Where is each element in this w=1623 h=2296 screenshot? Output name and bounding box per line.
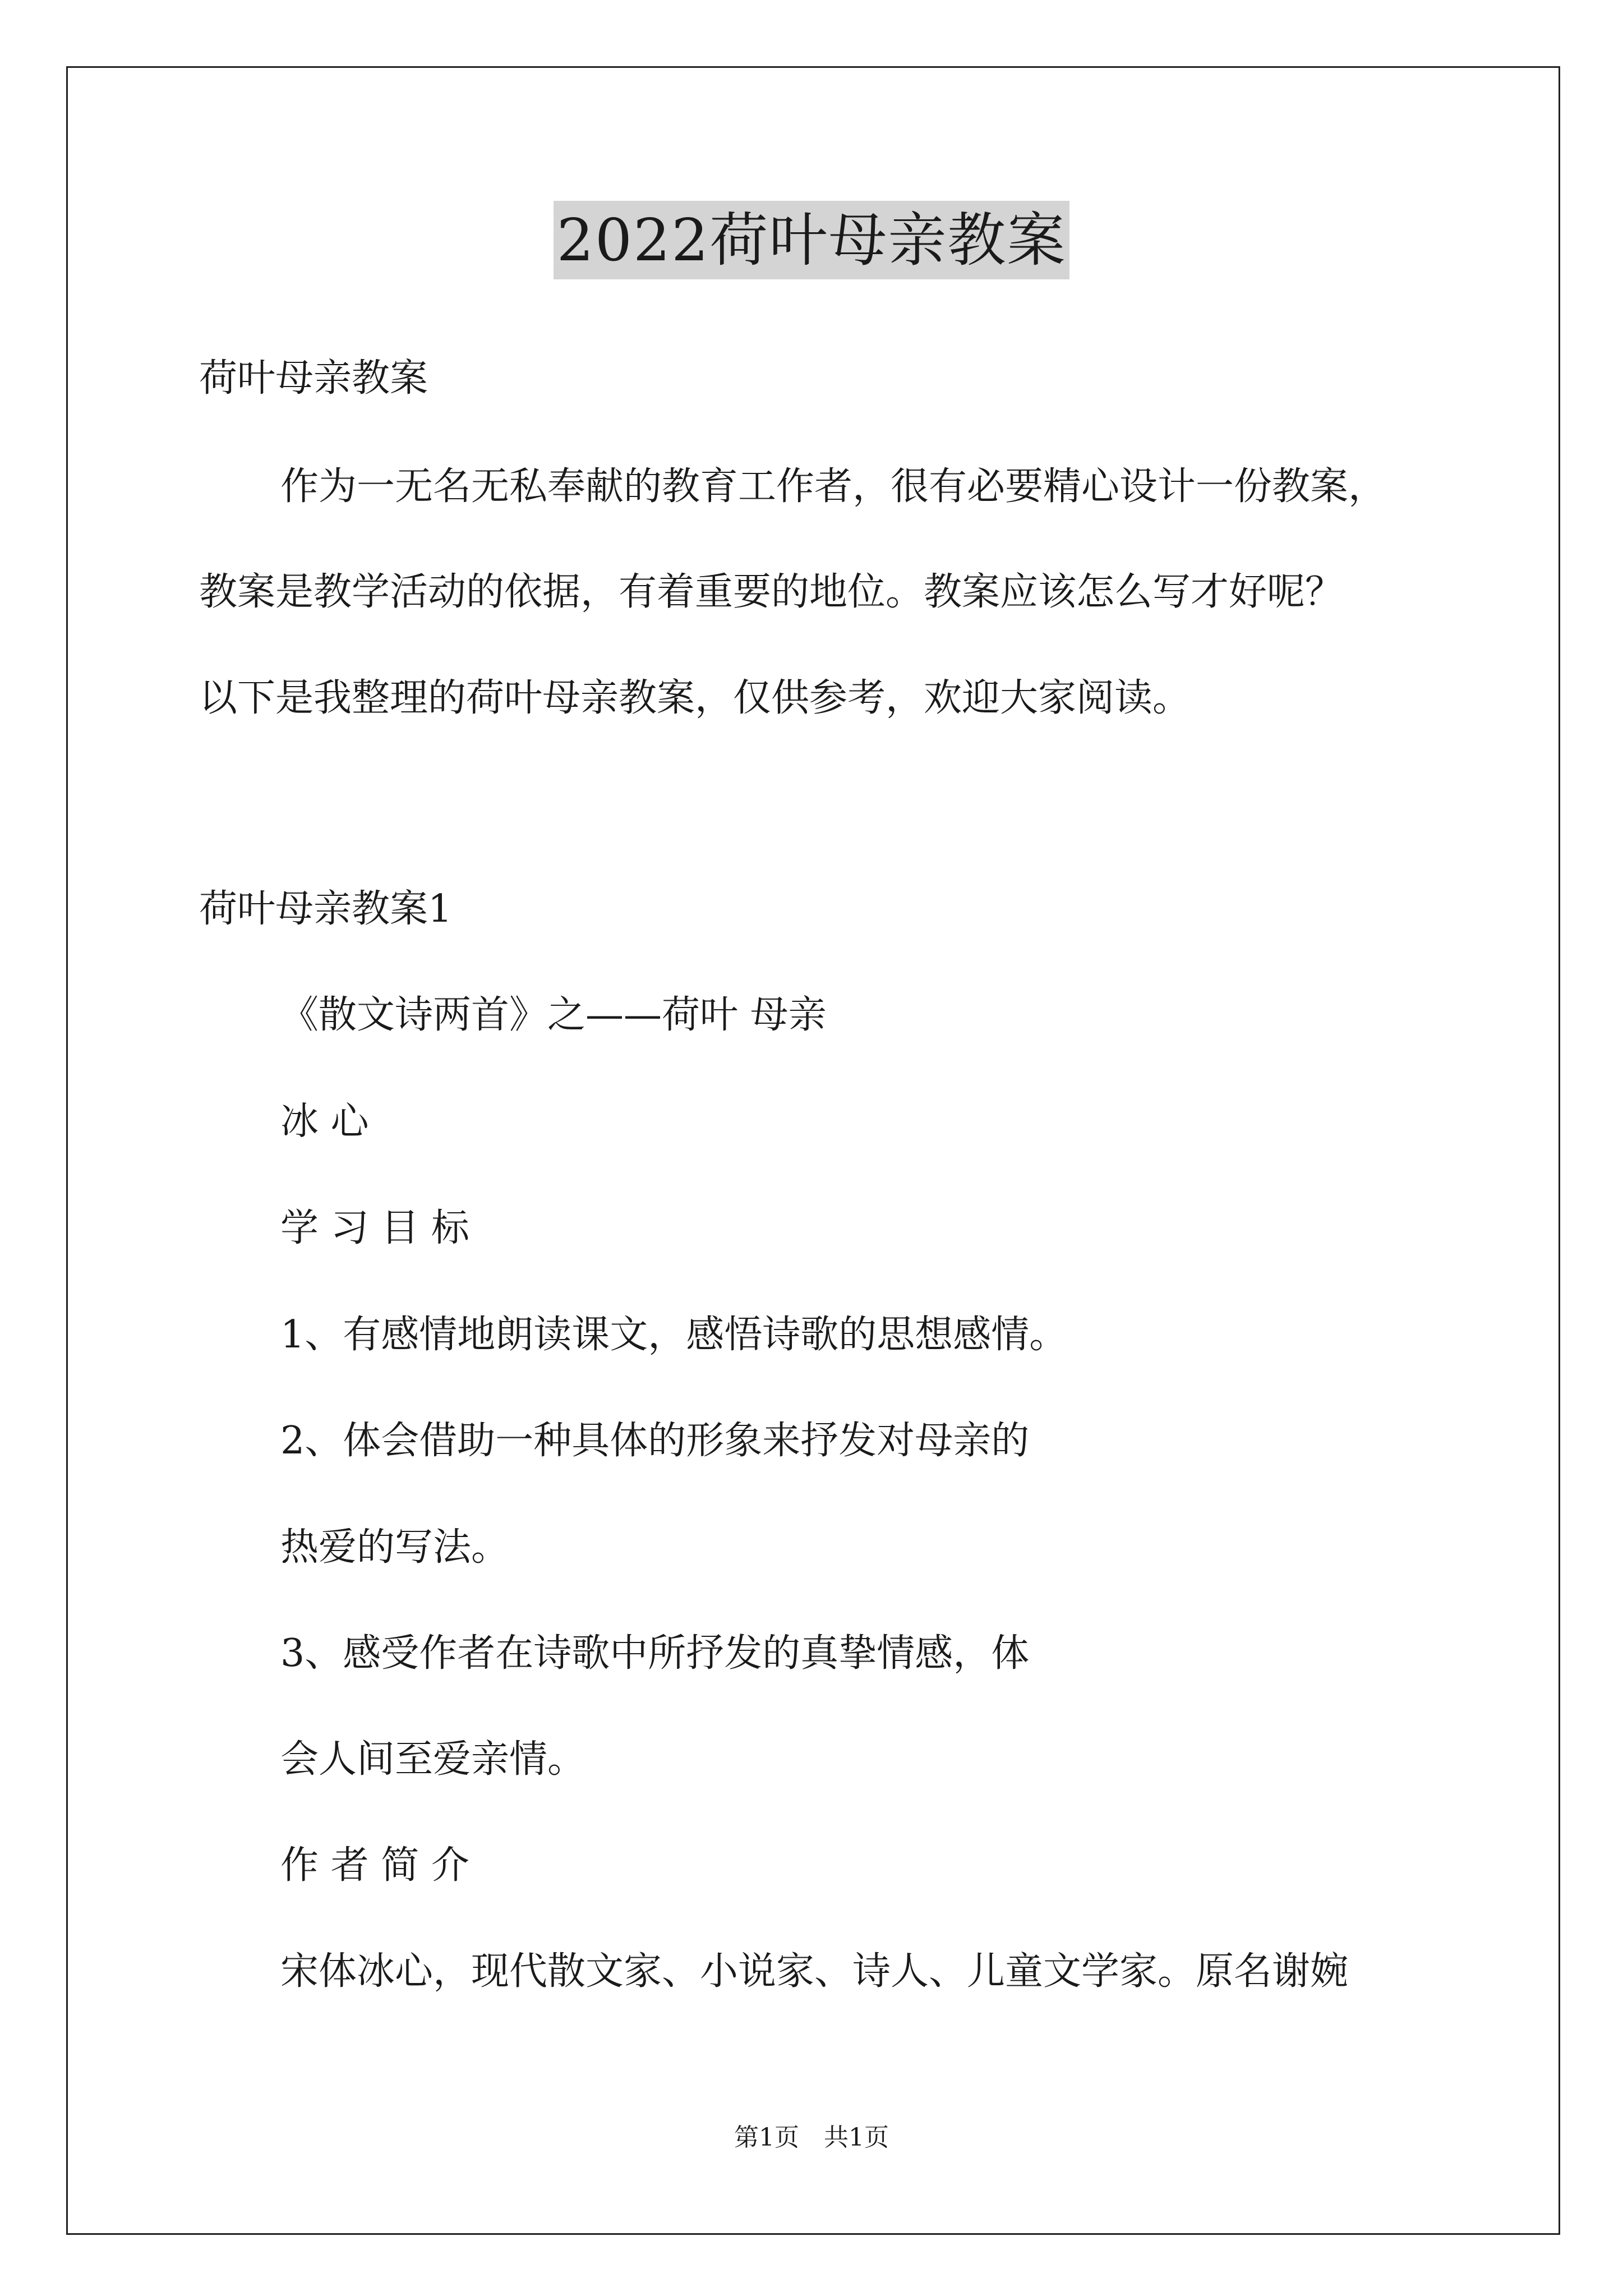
section-heading: 荷叶母亲教案 — [199, 356, 428, 401]
paragraph-line: 作为一无名无私奉献的教育工作者，很有必要精心设计一份教案， — [280, 464, 1387, 509]
paragraph-line: 会人间至爱亲情。 — [280, 1737, 586, 1782]
document-title: 2022荷叶母亲教案 — [554, 201, 1070, 279]
paragraph-line: 2、体会借助一种具体的形象来抒发对母亲的 — [280, 1419, 1030, 1463]
paragraph-line: 《散文诗两首》之——荷叶 母亲 — [280, 993, 827, 1037]
page-footer: 第1页 共1页 — [734, 2123, 889, 2152]
paragraph-line: 以下是我整理的荷叶母亲教案，仅供参考，欢迎大家阅读。 — [199, 676, 1191, 720]
paragraph-line: 作 者 简 介 — [280, 1843, 469, 1888]
paragraph-line: 冰 心 — [280, 1099, 369, 1144]
title-container — [0, 201, 1623, 279]
paragraph-line: 宋体冰心，现代散文家、小说家、诗人、儿童文学家。原名谢婉 — [280, 1949, 1349, 1994]
paragraph-line: 3、感受作者在诗歌中所抒发的真挚情感，体 — [280, 1631, 1030, 1676]
section-heading: 荷叶母亲教案1 — [199, 887, 453, 931]
paragraph-line: 教案是教学活动的依据，有着重要的地位。教案应该怎么写才好呢？ — [199, 570, 1344, 614]
paragraph-line: 热爱的写法。 — [280, 1525, 510, 1570]
paragraph-line: 学 习 目 标 — [280, 1206, 469, 1250]
paragraph-line: 1、有感情地朗读课文，感悟诗歌的思想感情。 — [280, 1313, 1068, 1357]
